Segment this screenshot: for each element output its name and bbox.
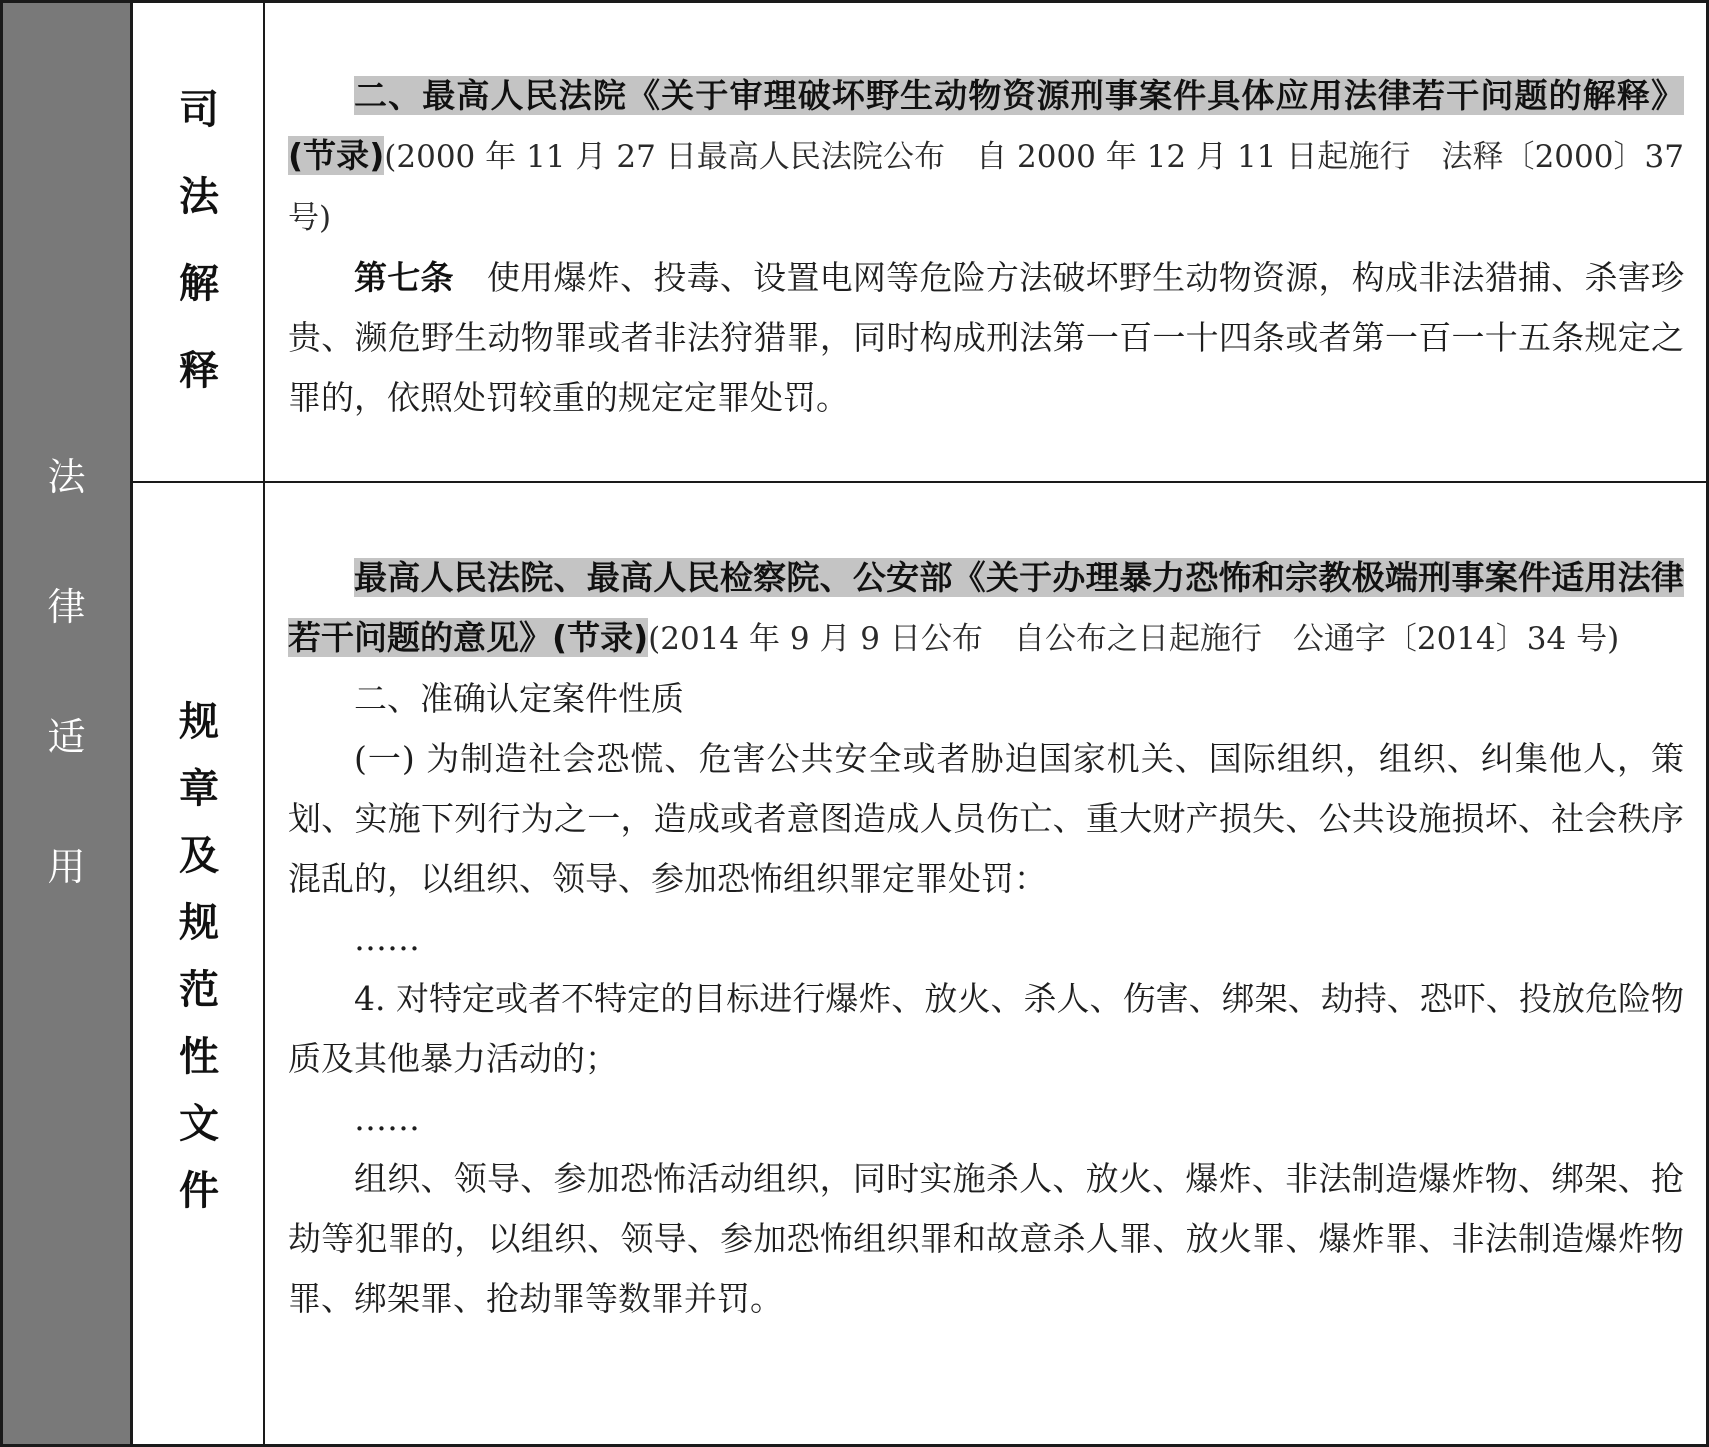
label-char: 适: [47, 715, 86, 759]
article-label: 第七条: [354, 258, 454, 297]
judicial-interpretation-label: [135, 87, 263, 394]
judicial-interpretation-content: [288, 66, 1684, 428]
label-char: 及: [179, 833, 219, 879]
label-char: 解: [179, 261, 219, 307]
label-char: 规: [179, 699, 219, 745]
label-char: 释: [179, 348, 219, 394]
clause-item-4: 4. 对特定或者不特定的目标进行爆炸、放火、杀人、伤害、绑架、劫持、恐吓、投放危险物质及其他暴力活动的；: [288, 979, 1684, 1078]
label-char: 范: [179, 967, 219, 1013]
law-application-label: [0, 455, 133, 889]
clause-paragraph: 组织、领导、参加恐怖活动组织，同时实施杀人、放火、爆炸、非法制造爆炸物、绑架、抢劫等犯罪的，以组织、领导、参加恐怖组织罪和故意杀人罪、放火罪、爆炸罪、非法制造爆炸物罪、绑架罪、抢劫罪等数罪并罚。: [288, 1159, 1684, 1318]
document-meta: (2014 年 9 月 9 日公布 自公布之日起施行 公通字〔2014〕34 号): [648, 621, 1620, 657]
document-title: 最高人民法院、最高人民检察院、公安部《关于办理暴力恐怖和宗教极端刑事案件适用法律若干问题的意见》(节录): [288, 558, 1684, 657]
document-title: 二、最高人民法院《关于审理破坏野生动物资源刑事案件具体应用法律若干问题的解释》(节录): [288, 76, 1684, 175]
label-char: 性: [179, 1034, 219, 1080]
document-title-paragraph: [288, 66, 1684, 248]
label-char: 用: [47, 845, 86, 889]
label-char: 律: [47, 585, 86, 629]
label-char: 法: [179, 174, 219, 220]
label-char: 件: [179, 1168, 219, 1214]
column-divider: [263, 0, 265, 1447]
clause-paragraph: (一) 为制造社会恐慌、危害公共安全或者胁迫国家机关、国际组织，组织、纠集他人，策划、实施下列行为之一，造成或者意图造成人员伤亡、重大财产损失、公共设施损坏、社会秩序混乱的，以组织、领导、参加恐怖组织罪定罪处罚：: [288, 739, 1684, 898]
document-meta: (2000 年 11 月 27 日最高人民法院公布 自 2000 年 12 月 11 日起施行 法释〔2000〕37 号): [288, 139, 1684, 236]
section-heading: 二、准确认定案件性质: [354, 679, 684, 718]
regulations-content: [288, 548, 1684, 1329]
ellipsis: ……: [354, 919, 420, 958]
ellipsis: ……: [354, 1099, 420, 1138]
label-char: 司: [179, 87, 219, 133]
regulations-label: [135, 699, 263, 1214]
label-char: 章: [179, 766, 219, 812]
label-char: 规: [179, 900, 219, 946]
label-char: 法: [47, 455, 86, 499]
article-paragraph: [288, 248, 1684, 428]
row-divider: [133, 481, 1709, 483]
label-char: 文: [179, 1101, 219, 1147]
article-text: 使用爆炸、投毒、设置电网等危险方法破坏野生动物资源，构成非法猎捕、杀害珍贵、濒危野生动物罪或者非法狩猎罪，同时构成刑法第一百一十四条或者第一百一十五条规定之罪的，依照处罚较重的规定定罪处罚。: [288, 258, 1685, 417]
document-title-paragraph: [288, 548, 1684, 669]
